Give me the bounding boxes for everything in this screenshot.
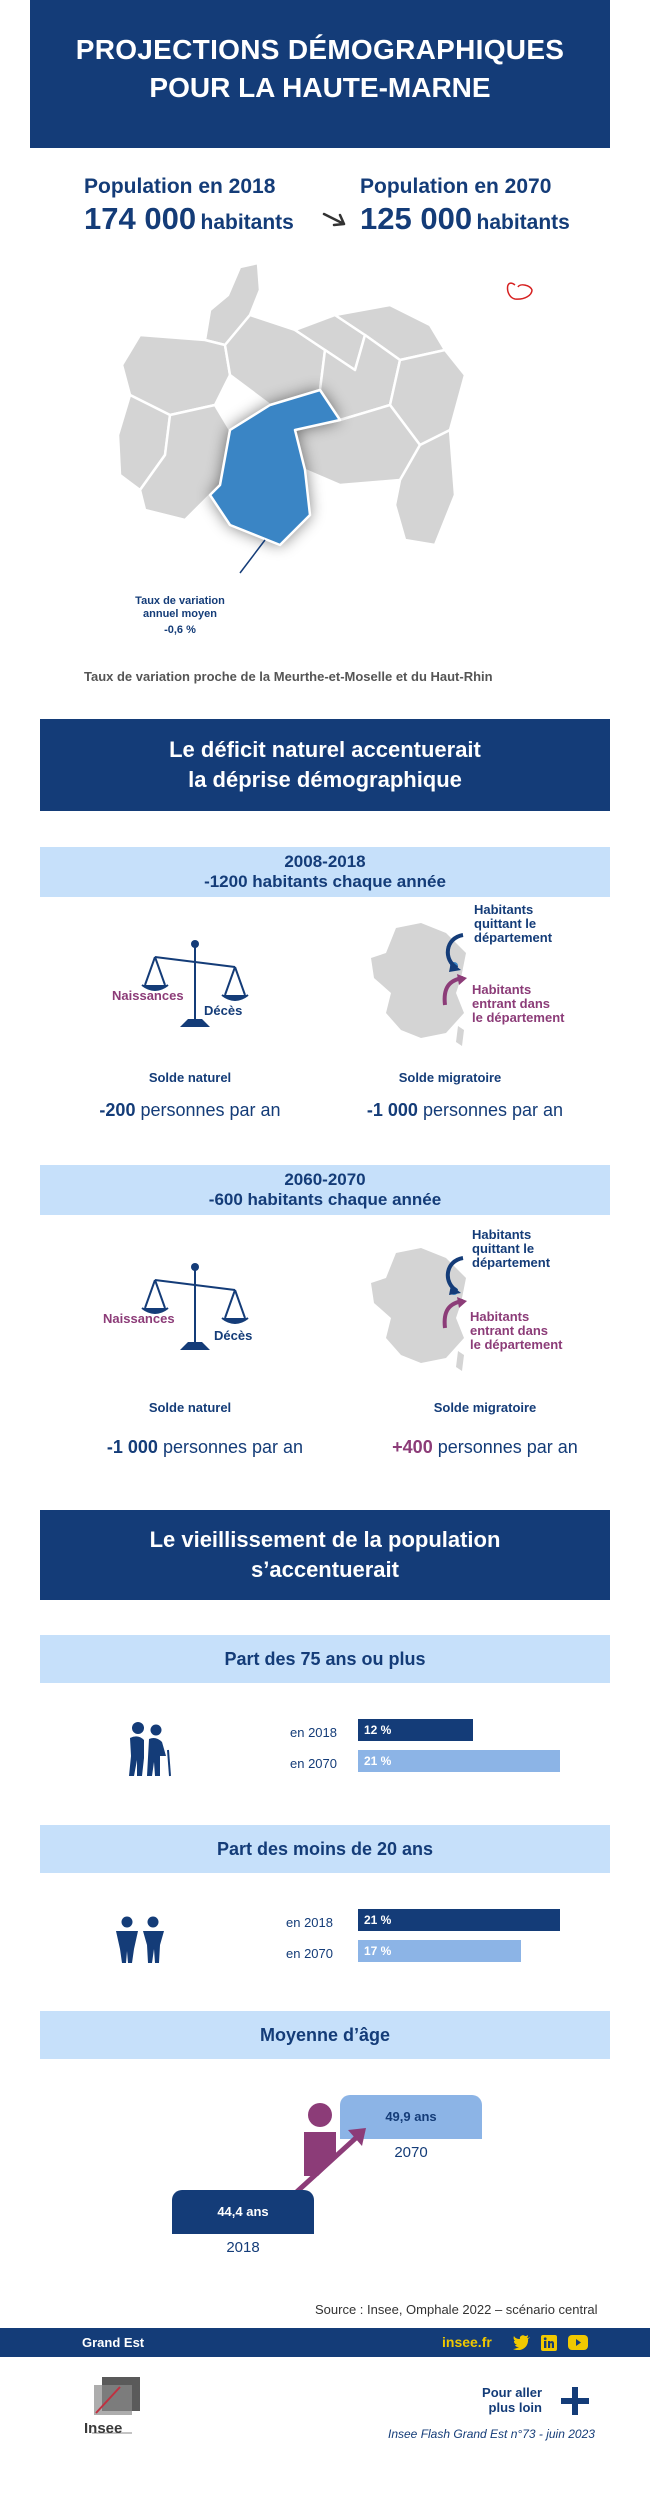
section-ageing-line1: Le vieillissement de la population xyxy=(149,1527,501,1552)
period1-migration-unit: personnes par an xyxy=(422,1100,564,1120)
share75-label-2070: en 2070 xyxy=(290,1756,337,1771)
youtube-icon[interactable] xyxy=(568,2335,588,2350)
period2-natural-value: -1 000 xyxy=(106,1437,158,1457)
section-ageing xyxy=(40,1510,610,1600)
period2-migration xyxy=(355,1437,615,1458)
period1-entering-line2: entrant dans xyxy=(472,996,551,1011)
period2-leaving-line2: quittant le xyxy=(472,1241,535,1256)
period2-migration-value: +400 xyxy=(392,1437,433,1457)
insee-logo-text: Insee xyxy=(84,2420,123,2437)
period1-years: 2008-2018 xyxy=(284,852,366,871)
more-info-link[interactable] xyxy=(470,2385,542,2415)
section-natural-deficit-line2: la déprise démographique xyxy=(188,767,462,792)
period2-entering-line2: entrant dans xyxy=(470,1323,549,1338)
section-natural-deficit xyxy=(40,719,610,811)
period1-deces: Décès xyxy=(204,1003,243,1018)
share20-value-2018: 21 % xyxy=(364,1913,392,1927)
section-natural-deficit-line1: Le déficit naturel accentuerait xyxy=(169,737,481,762)
footer-bar xyxy=(0,2328,650,2357)
period1-leaving-line2: quittant le xyxy=(474,916,537,931)
mean-age-2018-box xyxy=(172,2190,314,2234)
share75-bar-2070 xyxy=(358,1750,560,1772)
period1-natural-title: Solde naturel xyxy=(148,1070,232,1085)
page-title-line1: PROJECTIONS DÉMOGRAPHIQUES xyxy=(75,34,565,65)
population-2018-value: 174 000 xyxy=(84,201,197,236)
period1-natural-unit: personnes par an xyxy=(140,1100,281,1120)
period1-summary: -1200 habitants chaque année xyxy=(204,872,446,891)
share20-label-2018: en 2018 xyxy=(286,1915,333,1930)
share75-bar-2018 xyxy=(358,1719,473,1741)
period1-leaving-line1: Habitants xyxy=(474,902,534,917)
map-rate-value: -0,6 % xyxy=(164,624,196,636)
share75-value-2018: 12 % xyxy=(364,1723,392,1737)
share20-label-2070: en 2070 xyxy=(286,1946,333,1961)
share20-header: Part des moins de 20 ans xyxy=(40,1825,610,1873)
migration-arrows-icon xyxy=(435,930,475,1010)
title-banner xyxy=(30,0,610,148)
footer-region: Grand Est xyxy=(82,2335,145,2350)
period1-leaving xyxy=(474,903,552,945)
more-info-line1: Pour aller xyxy=(482,2385,542,2400)
period2-natural-unit: personnes par an xyxy=(162,1437,304,1457)
period1-naissances: Naissances xyxy=(112,988,184,1003)
section-ageing-line2: s’accentuerait xyxy=(251,1557,399,1582)
balance-scale-icon xyxy=(140,935,250,1035)
period2-naissances: Naissances xyxy=(103,1311,175,1326)
population-2018 xyxy=(84,175,324,237)
period1-entering xyxy=(472,983,564,1025)
children-icon xyxy=(112,1915,168,1965)
map-rate-label-line1: Taux de variation xyxy=(135,595,225,607)
population-2018-unit: habitants xyxy=(200,211,294,234)
map-callout-line xyxy=(240,540,265,573)
population-2070-label: Population en 2070 xyxy=(360,175,552,198)
mean-age-2070-year: 2070 xyxy=(394,2144,428,2161)
period1-migration xyxy=(335,1100,595,1121)
page-title-line2: POUR LA HAUTE-MARNE xyxy=(149,72,491,103)
period2-entering-line3: le département xyxy=(470,1337,563,1352)
population-2070-value: 125 000 xyxy=(360,201,473,236)
plus-icon[interactable] xyxy=(560,2386,590,2416)
period2-entering-line1: Habitants xyxy=(470,1309,530,1324)
period1-leaving-line3: département xyxy=(474,930,553,945)
growth-person-icon xyxy=(288,2100,378,2200)
period2-migration-title: Solde migratoire xyxy=(433,1400,537,1415)
period2-leaving-line3: département xyxy=(472,1255,551,1270)
period1-migration-title: Solde migratoire xyxy=(398,1070,502,1085)
mean-age-2018-value: 44,4 ans xyxy=(217,2204,269,2219)
twitter-icon[interactable] xyxy=(513,2335,531,2350)
period1-entering-line1: Habitants xyxy=(472,982,532,997)
footer-site-link[interactable]: insee.fr xyxy=(442,2334,492,2350)
population-2070-unit: habitants xyxy=(476,211,570,234)
map-annotation-mark xyxy=(508,283,533,299)
map-rate-label-line2: annuel moyen xyxy=(143,608,217,620)
mean-age-2070-value: 49,9 ans xyxy=(385,2109,437,2124)
period2-entering xyxy=(470,1310,562,1352)
period2-natural xyxy=(75,1437,335,1458)
period2-natural-title: Solde naturel xyxy=(148,1400,232,1415)
share20-value-2070: 17 % xyxy=(364,1944,392,1958)
arrow-right-icon xyxy=(322,208,348,230)
share75-header: Part des 75 ans ou plus xyxy=(40,1635,610,1683)
period1-migration-value: -1 000 xyxy=(366,1100,418,1120)
share20-bar-2070 xyxy=(358,1940,521,1962)
share75-value-2070: 21 % xyxy=(364,1754,392,1768)
publication-reference: Insee Flash Grand Est n°73 - juin 2023 xyxy=(388,2427,595,2441)
map-note: Taux de variation proche de la Meurthe-et-Moselle et du Haut-Rhin xyxy=(84,669,493,684)
share75-label-2018: en 2018 xyxy=(290,1725,337,1740)
period2-years: 2060-2070 xyxy=(284,1170,366,1189)
period2-header xyxy=(40,1165,610,1215)
population-2070 xyxy=(360,175,620,237)
period2-deces: Décès xyxy=(214,1328,253,1343)
more-info-line2: plus loin xyxy=(488,2400,542,2415)
period2-migration-unit: personnes par an xyxy=(437,1437,578,1457)
period1-natural xyxy=(60,1100,320,1121)
linkedin-icon[interactable] xyxy=(541,2335,557,2351)
region-map xyxy=(100,255,560,625)
period2-summary: -600 habitants chaque année xyxy=(208,1190,442,1209)
balance-scale-icon xyxy=(140,1258,253,1358)
period2-leaving xyxy=(472,1228,550,1270)
population-2018-label: Population en 2018 xyxy=(84,175,276,198)
elderly-couple-icon xyxy=(122,1720,174,1778)
map-rate-label xyxy=(110,595,250,621)
period1-header xyxy=(40,847,610,897)
period1-entering-line3: le département xyxy=(472,1010,565,1025)
migration-arrows-icon xyxy=(435,1253,475,1333)
mean-age-2018-year: 2018 xyxy=(226,2239,260,2256)
source-note: Source : Insee, Omphale 2022 – scénario central xyxy=(315,2302,598,2317)
mean-age-header: Moyenne d’âge xyxy=(40,2011,610,2059)
period2-leaving-line1: Habitants xyxy=(472,1227,532,1242)
period1-natural-value: -200 xyxy=(99,1100,136,1120)
share20-bar-2018 xyxy=(358,1909,560,1931)
